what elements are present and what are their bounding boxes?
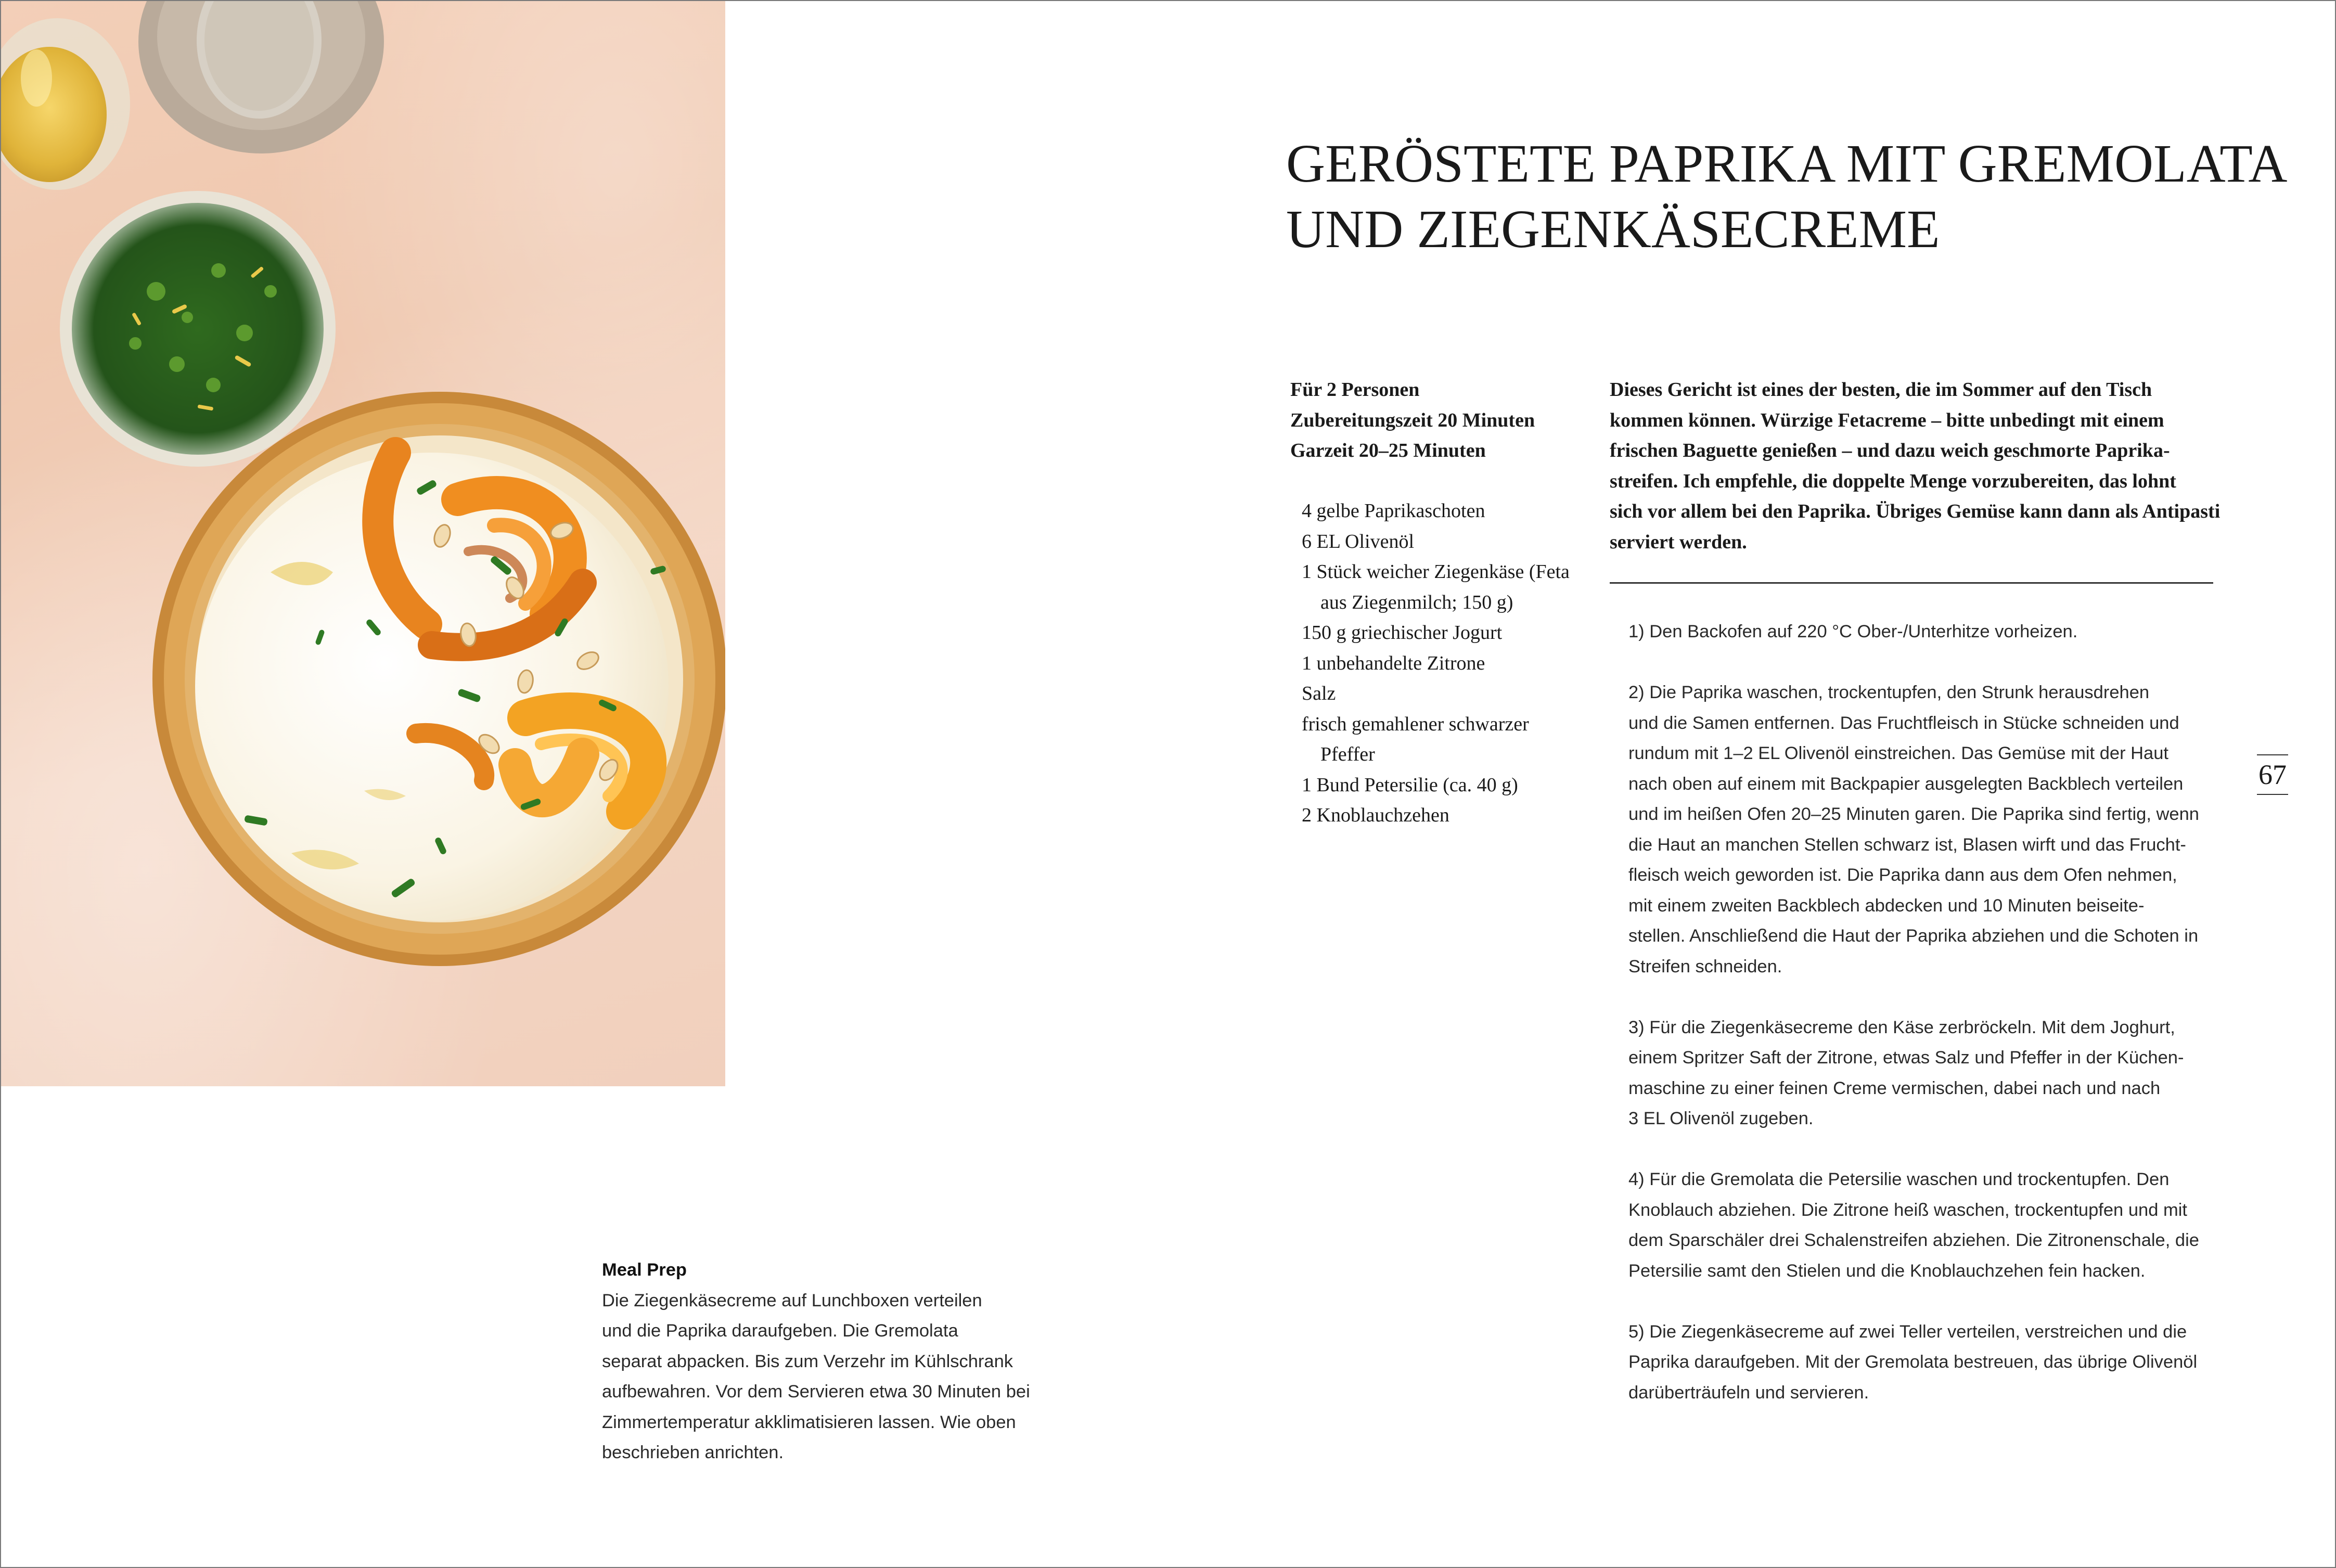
step-line: fleisch weich geworden ist. Die Paprika dann aus dem Ofen nehmen, — [1628, 865, 2177, 885]
step-line: rundum mit 1–2 EL Olivenöl einstreichen. Das Gemüse mit der Haut — [1628, 743, 2169, 763]
ingredient-item: 150 g griechischer Jogurt — [1302, 622, 1503, 644]
meal-prep-line: und die Paprika daraufgeben. Die Gremolata — [602, 1321, 958, 1341]
recipe-photo — [0, 0, 725, 1086]
step-line: maschine zu einer feinen Creme vermischen, dabei nach und nach — [1628, 1078, 2161, 1098]
step-line: Paprika daraufgeben. Mit der Gremolata bestreuen, das übrige Olivenöl — [1628, 1352, 2198, 1372]
step-3 — [1628, 1012, 2216, 1134]
ingredient-item-continued: aus Ziegenmilch; 150 g) — [1320, 591, 1513, 613]
step-line: 4) Für die Gremolata die Petersilie waschen und trockentupfen. Den — [1628, 1169, 2170, 1189]
page-number: 67 — [2257, 754, 2288, 795]
meal-prep-line: aufbewahren. Vor dem Servieren etwa 30 Minuten bei — [602, 1382, 1030, 1402]
preparation-steps — [1628, 616, 2216, 1438]
step-line: und die Samen entfernen. Das Fruchtfleisch in Stücke schneiden und — [1628, 713, 2179, 733]
step-line: nach oben auf einem mit Backpapier ausgelegten Backblech verteilen — [1628, 774, 2184, 794]
step-line: dem Sparschäler drei Schalenstreifen abziehen. Die Zitronenschale, die — [1628, 1230, 2199, 1250]
step-4 — [1628, 1164, 2216, 1286]
intro-line: streifen. Ich empfehle, die doppelte Menge vorzubereiten, das lohnt — [1610, 470, 2176, 492]
title-line-2: UND ZIEGENKÄSECREME — [1286, 199, 1940, 259]
step-line: 5) Die Ziegenkäsecreme auf zwei Teller verteilen, verstreichen und die — [1628, 1321, 2187, 1342]
ingredient-item: 4 gelbe Paprikaschoten — [1302, 500, 1485, 522]
step-line: 3) Für die Ziegenkäsecreme den Käse zerbröckeln. Mit dem Joghurt, — [1628, 1017, 2175, 1037]
main-bowl — [152, 392, 725, 966]
ingredient-item-continued: Pfeffer — [1320, 743, 1375, 765]
recipe-intro — [1610, 375, 2221, 557]
meal-prep-heading: Meal Prep — [602, 1260, 687, 1280]
ingredient-item: 1 unbehandelte Zitrone — [1302, 652, 1485, 674]
intro-line: frischen Baguette genießen – und dazu weich geschmorte Paprika- — [1610, 440, 2170, 461]
step-line: stellen. Anschließend die Haut der Paprika abziehen und die Schoten in — [1628, 926, 2199, 946]
intro-line: serviert werden. — [1610, 531, 1747, 553]
intro-line: kommen können. Würzige Fetacreme – bitte unbedingt mit einem — [1610, 409, 2164, 431]
recipe-title — [1286, 131, 2288, 262]
meal-prep-line: beschrieben anrichten. — [602, 1443, 784, 1462]
step-line: mit einem zweiten Backblech abdecken und 10 Minuten beiseite- — [1628, 895, 2145, 916]
divider — [1610, 582, 2213, 584]
recipe-meta — [1290, 375, 1582, 466]
meal-prep-line: Zimmertemperatur akklimatisieren lassen. Wie oben — [602, 1412, 1016, 1432]
cook-time: Garzeit 20–25 Minuten — [1290, 440, 1486, 461]
step-line: darüberträufeln und servieren. — [1628, 1382, 1869, 1403]
oil-jar — [0, 18, 130, 190]
step-line: Petersilie samt den Stielen und die Knoblauchzehen fein hacken. — [1628, 1261, 2146, 1281]
meal-prep-note — [602, 1255, 1060, 1468]
ingredient-item: frisch gemahlener schwarzer — [1302, 713, 1529, 735]
meal-prep-line: Die Ziegenkäsecreme auf Lunchboxen verteilen — [602, 1290, 982, 1310]
step-2 — [1628, 677, 2216, 982]
step-line: 1) Den Backofen auf 220 °C Ober-/Unterhitze vorheizen. — [1628, 622, 2078, 641]
ingredient-item: 1 Stück weicher Ziegenkäse (Feta — [1302, 561, 1570, 583]
step-line: 3 EL Olivenöl zugeben. — [1628, 1109, 1814, 1128]
prep-time: Zubereitungszeit 20 Minuten — [1290, 409, 1535, 431]
salt-bowl — [138, 0, 384, 153]
title-line-1: GERÖSTETE PAPRIKA MIT GREMOLATA — [1286, 134, 2288, 194]
ingredient-item: Salz — [1302, 683, 1336, 704]
step-line: die Haut an manchen Stellen schwarz ist, Blasen wirft und das Frucht- — [1628, 834, 2186, 855]
meal-prep-line: separat abpacken. Bis zum Verzehr im Kühlschrank — [602, 1351, 1013, 1371]
intro-line: Dieses Gericht ist eines der besten, die im Sommer auf den Tisch — [1610, 379, 2152, 401]
servings: Für 2 Personen — [1290, 379, 1420, 401]
ingredient-item: 1 Bund Petersilie (ca. 40 g) — [1302, 774, 1518, 796]
step-1 — [1628, 616, 2216, 647]
food-illustration — [0, 0, 725, 1086]
step-line: 2) Die Paprika waschen, trockentupfen, den Strunk herausdrehen — [1628, 683, 2150, 702]
step-line: einem Spritzer Saft der Zitrone, etwas Salz und Pfeffer in der Küchen- — [1628, 1048, 2184, 1068]
ingredient-item: 2 Knoblauchzehen — [1302, 804, 1449, 826]
intro-line: sich vor allem bei den Paprika. Übriges Gemüse kann dann als Antipasti — [1610, 500, 2221, 522]
ingredients-list — [1302, 496, 1593, 831]
step-line: und im heißen Ofen 20–25 Minuten garen. Die Paprika sind fertig, wenn — [1628, 804, 2199, 824]
step-line: Streifen schneiden. — [1628, 956, 1782, 976]
step-5 — [1628, 1317, 2216, 1408]
step-line: Knoblauch abziehen. Die Zitrone heiß waschen, trockentupfen und mit — [1628, 1200, 2187, 1220]
gremolata-glass — [60, 191, 336, 467]
ingredient-item: 6 EL Olivenöl — [1302, 530, 1414, 552]
